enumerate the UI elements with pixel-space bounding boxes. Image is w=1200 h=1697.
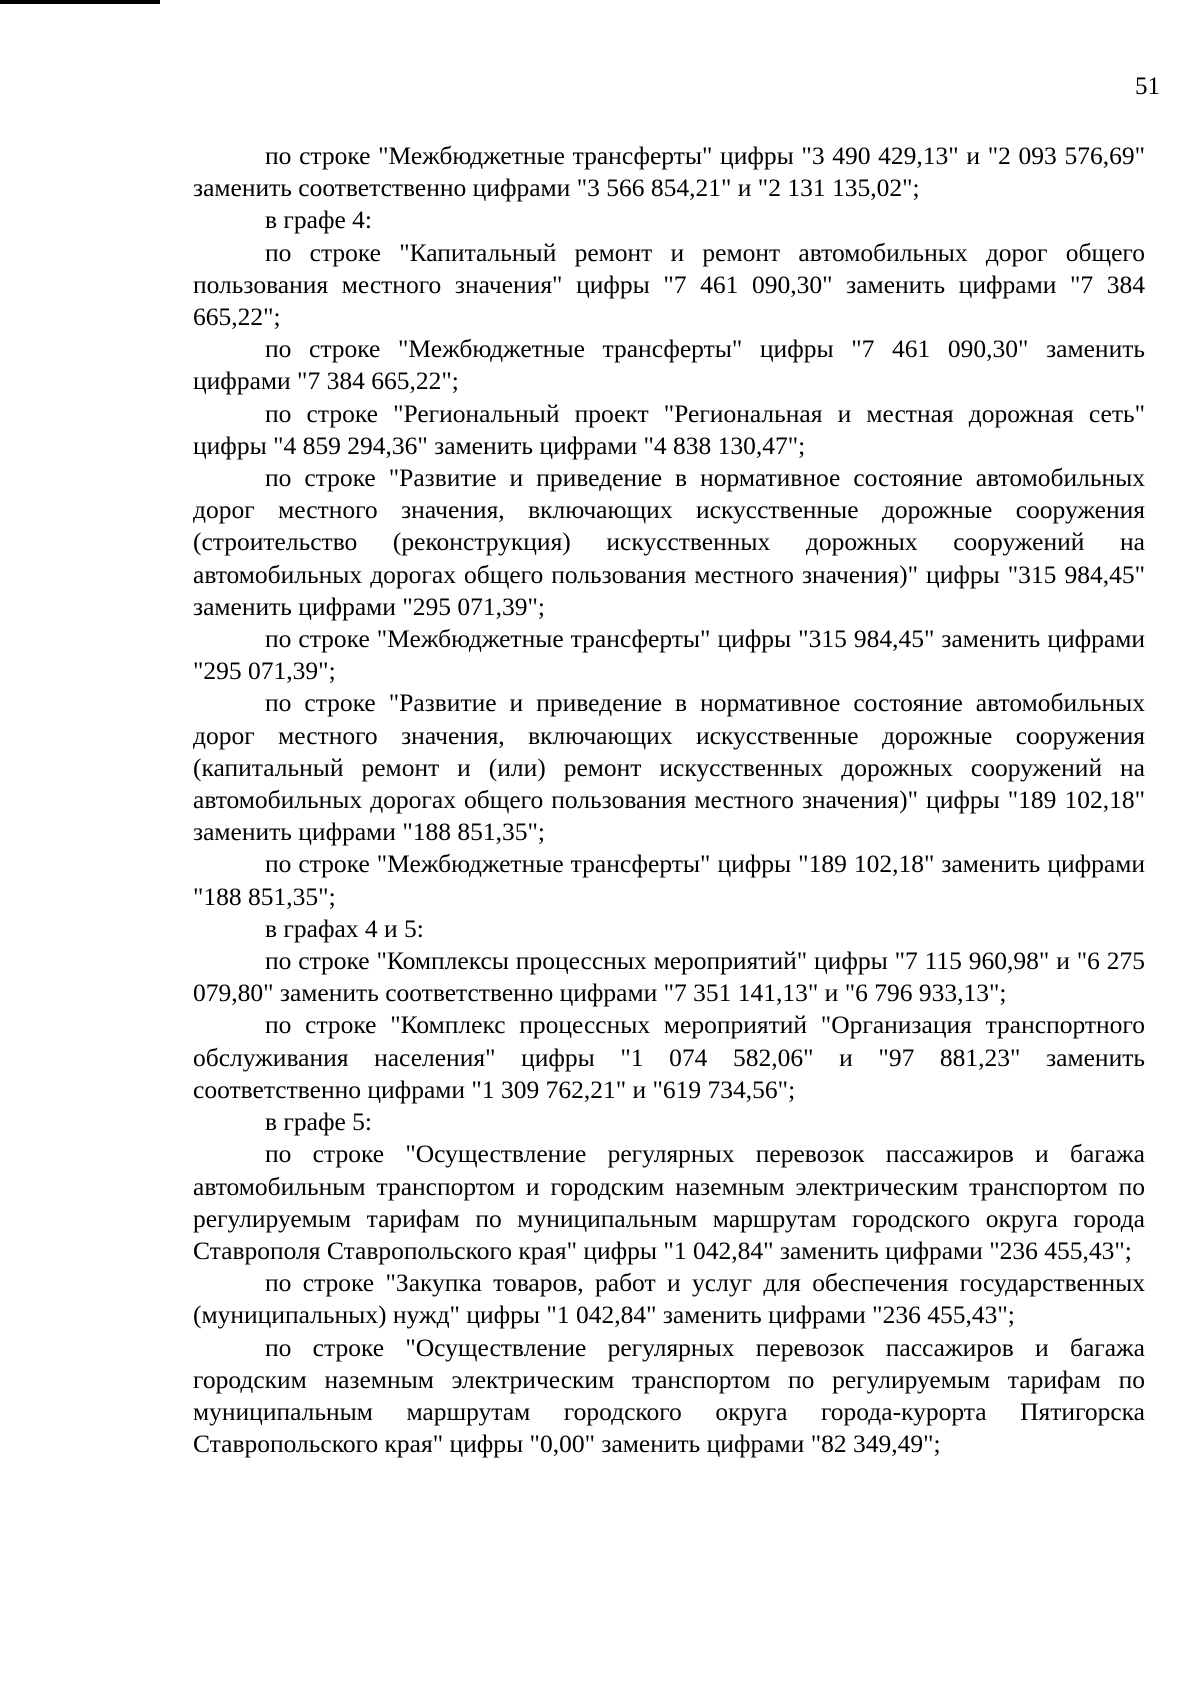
paragraph: в графе 5: [265, 1107, 372, 1137]
paragraph: в графах 4 и 5: [265, 913, 424, 943]
paragraph: по строке "Осуществление регулярных перевозок пассажиров и багажа городским наземным электрическим транспортом по регулируемым тарифам по муниципальным маршрутам городского округа города-курорта Пятигорска Ставропольского края" цифры "0,00" заменить цифрами "82 349,49"; [193, 1332, 1145, 1459]
paragraph: по строке "Капитальный ремонт и ремонт автомобильных дорог общего пользования местного значения" цифры "7 461 090,30" заменить цифрами "7 384 665,22"; [193, 237, 1145, 332]
paragraph: по строке "Закупка товаров, работ и услуг для обеспечения государственных (муниципальных) нужд" цифры "1 042,84" заменить цифрами "236 455,43"; [193, 1268, 1145, 1330]
paragraph: в графе 4: [265, 205, 372, 235]
paragraph: по строке "Развитие и приведение в нормативное состояние автомобильных дорог местного значения, включающих искусственные дорожные сооружения (капитальный ремонт и (или) ремонт искусственных дорожных сооружений на автомобильных дорогах общего пользования местного значения)" цифры "189 102,18" заменить цифрами "188 851,35"; [193, 688, 1145, 847]
paragraph: по строке "Региональный проект "Региональная и местная дорожная сеть" цифры "4 859 294,36" заменить цифрами "4 838 130,47"; [193, 398, 1145, 460]
paragraph: по строке "Межбюджетные трансферты" цифры "7 461 090,30" заменить цифрами "7 384 665,22"; [193, 334, 1145, 396]
paragraph: по строке "Комплексы процессных мероприятий" цифры "7 115 960,98" и "6 275 079,80" заменить соответственно цифрами "7 351 141,13" и "6 796 933,13"; [193, 946, 1145, 1008]
paragraph: по строке "Развитие и приведение в нормативное состояние автомобильных дорог местного значения, включающих искусственные дорожные сооружения (строительство (реконструкция) искусственных дорожных сооружений на автомобильных дорогах общего пользования местного значения)" цифры "315 984,45" заменить цифрами "295 071,39"; [193, 463, 1145, 621]
paragraph: по строке "Осуществление регулярных перевозок пассажиров и багажа автомобильным транспортом и городским наземным электрическим транспортом по регулируемым тарифам по муниципальным маршрутам городского округа города Ставрополя Ставропольского края" цифры "1 042,84" заменить цифрами "236 455,43"; [193, 1139, 1145, 1265]
scan-edge-mark [0, 0, 160, 4]
document-body [193, 140, 1145, 1460]
paragraph: по строке "Межбюджетные трансферты" цифры "189 102,18" заменить цифрами "188 851,35"; [193, 849, 1145, 911]
paragraph: по строке "Межбюджетные трансферты" цифры "315 984,45" заменить цифрами "295 071,39"; [193, 624, 1145, 686]
page-number: 51 [1135, 73, 1160, 100]
paragraph: по строке "Комплекс процессных мероприятий "Организация транспортного обслуживания населения" цифры "1 074 582,06" и "97 881,23" заменить соответственно цифрами "1 309 762,21" и "619 734,56"; [193, 1010, 1145, 1104]
paragraph: по строке "Межбюджетные трансферты" цифры "3 490 429,13" и "2 093 576,69" заменить соответственно цифрами "3 566 854,21" и "2 131 135,02"; [193, 141, 1145, 203]
